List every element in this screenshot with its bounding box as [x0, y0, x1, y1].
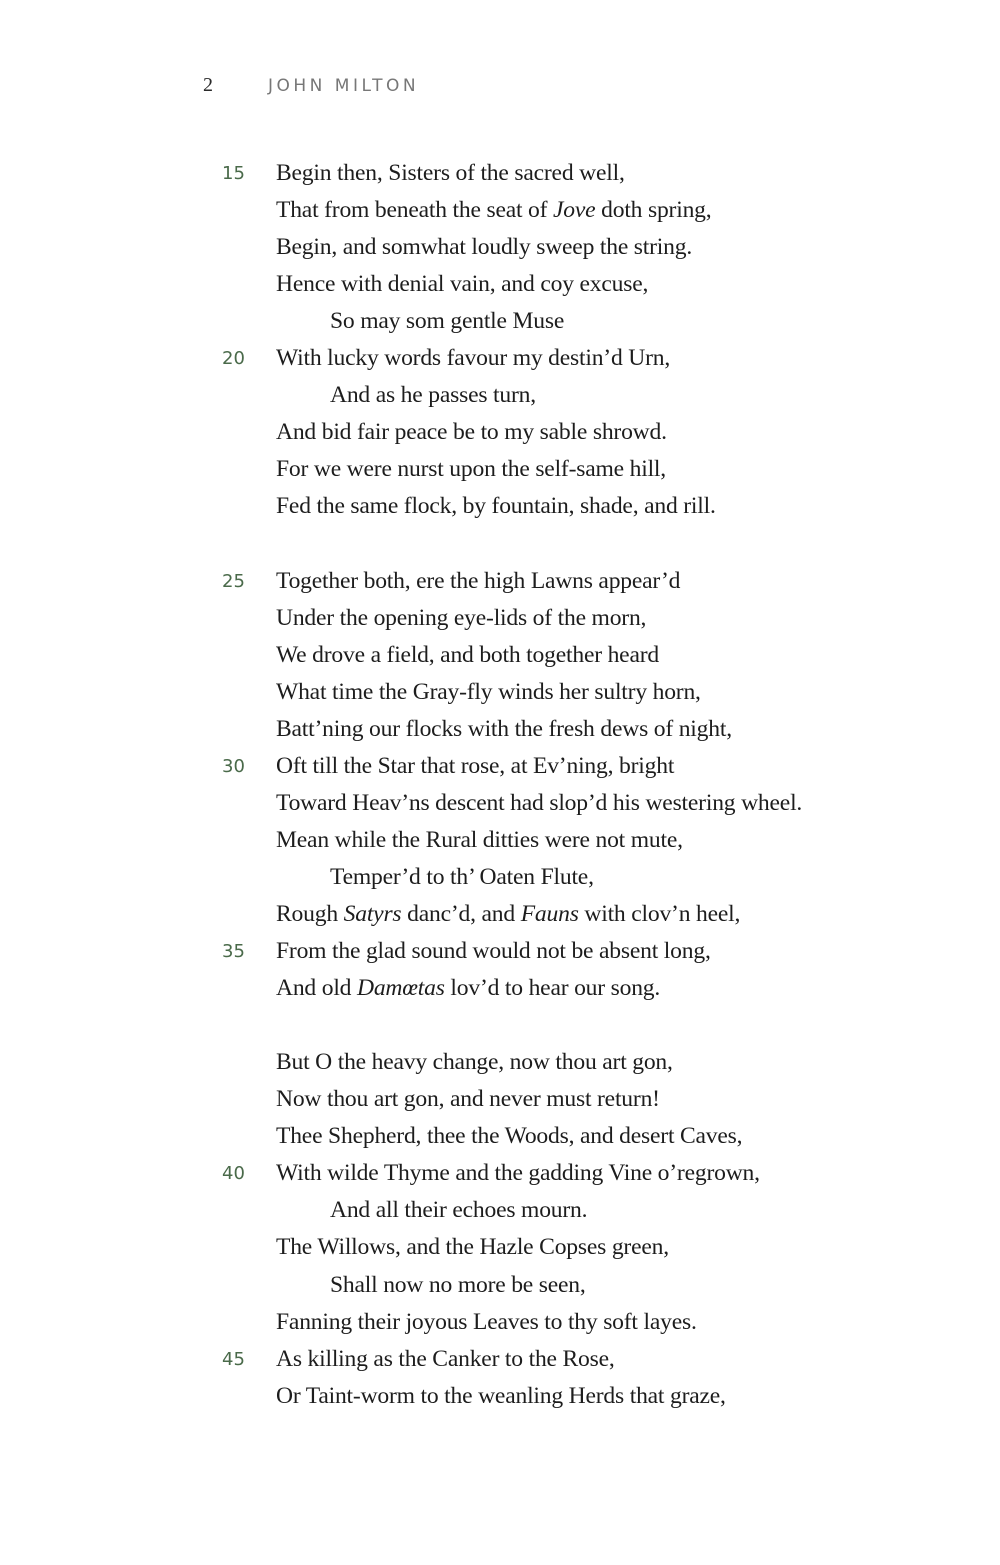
- text-segment: So may som gentle Muse: [330, 308, 565, 335]
- verse-line: [276, 677, 701, 707]
- verse-line: [330, 862, 594, 892]
- text-segment: And old: [276, 975, 357, 1002]
- italic-segment: Satyrs: [343, 901, 402, 927]
- verse-line: [276, 269, 648, 299]
- verse-line: [276, 603, 646, 633]
- text-segment: Under the opening eye-lids of the morn,: [276, 604, 647, 631]
- verse-line: [330, 1270, 586, 1300]
- text-segment: Thee Shepherd, thee the Woods, and desert Caves,: [276, 1123, 743, 1150]
- text-segment: lov’d to hear our song.: [444, 975, 661, 1002]
- verse-line: [330, 380, 536, 410]
- page-number: 2: [203, 74, 214, 96]
- verse-line: [276, 788, 802, 818]
- line-number: 20: [222, 348, 245, 370]
- running-head: JOHN MILTON: [268, 76, 420, 96]
- verse-line: [276, 343, 670, 373]
- text-segment: Now thou art gon, and never must return!: [276, 1086, 660, 1113]
- verse-line: [276, 751, 674, 781]
- verse-line: [276, 1084, 660, 1114]
- line-number: 30: [222, 755, 245, 777]
- text-segment: Rough: [276, 901, 344, 927]
- text-segment: doth spring,: [595, 197, 712, 224]
- text-segment: Begin, and somwhat loudly sweep the string.: [276, 234, 693, 261]
- text-segment: Hence with denial vain, and coy excuse,: [276, 271, 649, 298]
- italic-segment: Fauns: [520, 901, 579, 927]
- verse-line: [276, 232, 692, 262]
- verse-line: [276, 195, 711, 225]
- text-segment: Temper’d to th’ Oaten Flute,: [330, 863, 594, 890]
- verse-line: [276, 1047, 673, 1077]
- verse-line: [276, 1344, 615, 1374]
- verse-line: [276, 1121, 742, 1151]
- text-segment: But O the heavy change, now thou art gon,: [276, 1049, 673, 1076]
- text-segment: danc’d, and: [401, 901, 521, 927]
- verse-line: [276, 417, 667, 447]
- text-segment: As killing as the Canker to the Rose,: [276, 1345, 615, 1372]
- verse-line: [276, 936, 711, 966]
- line-number: 45: [222, 1348, 245, 1370]
- text-segment: Toward Heav’ns descent had slop’d his westering wheel.: [276, 789, 803, 816]
- verse-line: [276, 1158, 760, 1188]
- text-segment: That from beneath the seat of: [276, 197, 554, 224]
- italic-segment: Jove: [553, 197, 596, 224]
- verse-line: [276, 899, 740, 929]
- verse-line: [276, 1232, 669, 1262]
- verse-line: [276, 825, 683, 855]
- text-segment: And as he passes turn,: [330, 382, 536, 409]
- text-segment: Shall now no more be seen,: [330, 1271, 586, 1298]
- verse-line: [276, 566, 680, 596]
- text-segment: Oft till the Star that rose, at Ev’ning, bright: [276, 752, 675, 779]
- text-segment: What time the Gray-fly winds her sultry horn,: [276, 678, 701, 705]
- verse-line: [330, 306, 564, 336]
- line-number: 15: [222, 163, 245, 184]
- verse-line: [276, 454, 666, 484]
- line-number: 25: [222, 570, 245, 592]
- text-segment: With wilde Thyme and the gadding Vine o’regrown,: [276, 1160, 760, 1187]
- text-segment: For we were nurst upon the self-same hill,: [276, 456, 666, 483]
- text-segment: With lucky words favour my destin’d Urn,: [276, 345, 671, 372]
- verse-line: [276, 973, 660, 1003]
- italic-segment: Damœtas: [356, 975, 445, 1002]
- verse-line: [276, 158, 625, 188]
- text-segment: Batt’ning our flocks with the fresh dews of night,: [276, 715, 732, 742]
- text-segment: And bid fair peace be to my sable shrowd.: [276, 419, 667, 446]
- text-segment: The Willows, and the Hazle Copses green,: [276, 1234, 669, 1261]
- text-segment: with clov’n heel,: [578, 901, 741, 927]
- verse-line: [276, 640, 659, 670]
- verse-line: [330, 1195, 587, 1225]
- text-segment: Or Taint-worm to the weanling Herds that graze,: [276, 1382, 726, 1409]
- verse-line: [276, 714, 732, 744]
- text-segment: We drove a field, and both together heard: [276, 641, 659, 668]
- text-segment: Together both, ere the high Lawns appear’d: [276, 567, 681, 594]
- text-segment: Mean while the Rural ditties were not mute,: [276, 826, 683, 853]
- text-segment: Begin then, Sisters of the sacred well,: [276, 160, 625, 186]
- text-segment: Fed the same flock, by fountain, shade, and rill.: [276, 493, 716, 520]
- verse-line: [276, 1307, 697, 1337]
- text-segment: Fanning their joyous Leaves to thy soft layes.: [276, 1308, 697, 1335]
- text-segment: And all their echoes mourn.: [330, 1197, 588, 1224]
- verse-line: [276, 1381, 726, 1411]
- text-segment: From the glad sound would not be absent long,: [276, 938, 711, 965]
- line-number: 35: [222, 941, 245, 963]
- verse-line: [276, 491, 716, 521]
- line-number: 40: [222, 1163, 245, 1185]
